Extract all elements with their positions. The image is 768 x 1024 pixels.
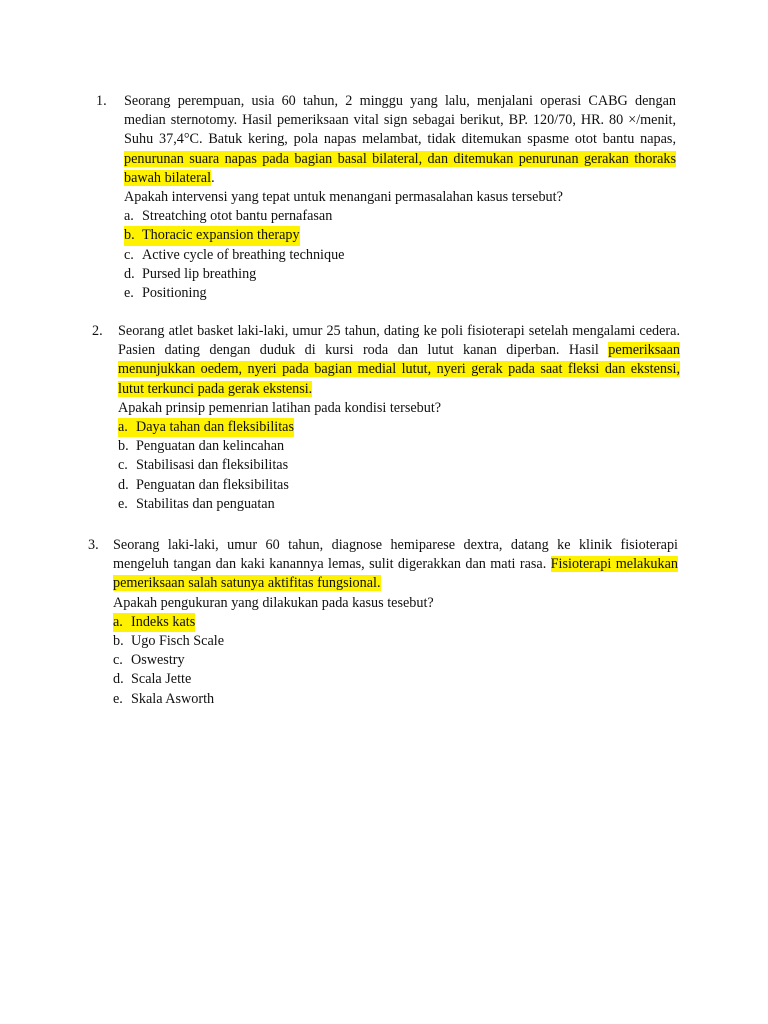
option-text: Pursed lip breathing — [142, 265, 257, 282]
question-number: 3. — [88, 537, 99, 553]
option-text: Penguatan dan kelincahan — [136, 438, 285, 455]
option-text: Scala Jette — [131, 671, 192, 688]
question-body — [113, 536, 678, 709]
option-letter: c. — [118, 457, 128, 474]
option-letter: e. — [124, 285, 134, 302]
option-text: Daya tahan dan fleksibilitas — [136, 419, 294, 436]
option-letter: c. — [113, 652, 123, 669]
question-body — [118, 322, 680, 514]
option-text: Thoracic expansion therapy — [142, 227, 300, 244]
option-text: Stabilitas dan penguatan — [136, 495, 275, 512]
option-letter: e. — [113, 690, 123, 707]
option-text: Skala Asworth — [131, 690, 215, 707]
question-stem — [118, 322, 680, 399]
option-letter: d. — [124, 265, 135, 282]
option-letter: d. — [118, 476, 129, 493]
stem-highlight: pemeriksaan menunjukkan oedem, nyeri pada bagian medial lutut, nyeri gerak pada saat fleksi dan ekstensi, lutut terkunci pada gerak ekstensi. — [118, 342, 680, 397]
stem-text: Seorang laki-laki, umur 60 tahun, diagnose hemiparese dextra, datang ke klinik fisioterapi mengeluh tangan dan kaki kanannya lemas, sulit digerakkan dan mati rasa. — [113, 537, 678, 573]
option-d — [124, 265, 676, 284]
option-letter: d. — [113, 671, 124, 688]
option-text: Indeks kats — [131, 613, 196, 630]
option-letter: a. — [113, 613, 123, 630]
question-number: 1. — [96, 93, 107, 109]
option-c — [118, 456, 680, 475]
question-number: 2. — [92, 323, 103, 339]
option-text: Oswestry — [131, 652, 185, 669]
option-a — [124, 207, 676, 226]
option-text: Stabilisasi dan fleksibilitas — [136, 457, 289, 474]
option-e — [118, 495, 680, 514]
stem-tail: . — [211, 169, 215, 186]
option-letter: c. — [124, 246, 134, 263]
option-e — [113, 690, 678, 709]
answer-options — [113, 613, 678, 709]
option-letter: b. — [113, 633, 124, 650]
stem-highlight: penurunan suara napas pada bagian basal bilateral, dan ditemukan penurunan gerakan thoraks bawah bilateral — [124, 150, 676, 186]
option-letter: a. — [124, 208, 134, 225]
option-e — [124, 284, 676, 303]
option-text: Streatching otot bantu pernafasan — [142, 208, 333, 225]
option-c — [113, 651, 678, 670]
option-text: Ugo Fisch Scale — [131, 633, 224, 650]
option-a — [113, 613, 195, 632]
question-prompt: Apakah pengukuran yang dilakukan pada kasus tesebut? — [113, 594, 434, 611]
question-stem — [124, 92, 676, 188]
option-text: Penguatan dan fleksibilitas — [136, 476, 289, 493]
option-c — [124, 246, 676, 265]
question-body — [124, 92, 676, 303]
question-prompt: Apakah intervensi yang tepat untuk menangani permasalahan kasus tersebut? — [124, 189, 563, 206]
question-prompt: Apakah prinsip pemenrian latihan pada kondisi tersebut? — [118, 399, 442, 416]
option-b — [124, 226, 300, 245]
option-letter: b. — [118, 438, 129, 455]
option-d — [118, 476, 680, 495]
stem-text: Seorang perempuan, usia 60 tahun, 2 minggu yang lalu, menjalani operasi CABG dengan median sternotomy. Hasil pemeriksaan vital sign sebagai berikut, BP. 120/70, HR. 80 ×/menit, Suhu 37,4°C. Batuk kering, pola napas melambat, tidak ditemukan spasme otot bantu napas, — [124, 93, 676, 148]
option-d — [113, 670, 678, 689]
option-letter: a. — [118, 419, 128, 436]
option-b — [118, 437, 680, 456]
option-text: Positioning — [142, 285, 207, 302]
option-b — [113, 632, 678, 651]
answer-options — [118, 418, 680, 514]
option-letter: e. — [118, 495, 128, 512]
stem-text: Seorang atlet basket laki-laki, umur 25 tahun, dating ke poli fisioterapi setelah mengalami cedera. Pasien dating dengan duduk di kursi roda dan lutut kanan diperban. Hasil — [118, 323, 680, 359]
stem-highlight: Fisioterapi melakukan pemeriksaan salah satunya aktifitas fungsional. — [113, 556, 678, 592]
option-a — [118, 418, 294, 437]
option-letter: b. — [124, 227, 135, 244]
option-text: Active cycle of breathing technique — [142, 246, 345, 263]
answer-options — [124, 207, 676, 303]
question-stem — [113, 536, 678, 594]
